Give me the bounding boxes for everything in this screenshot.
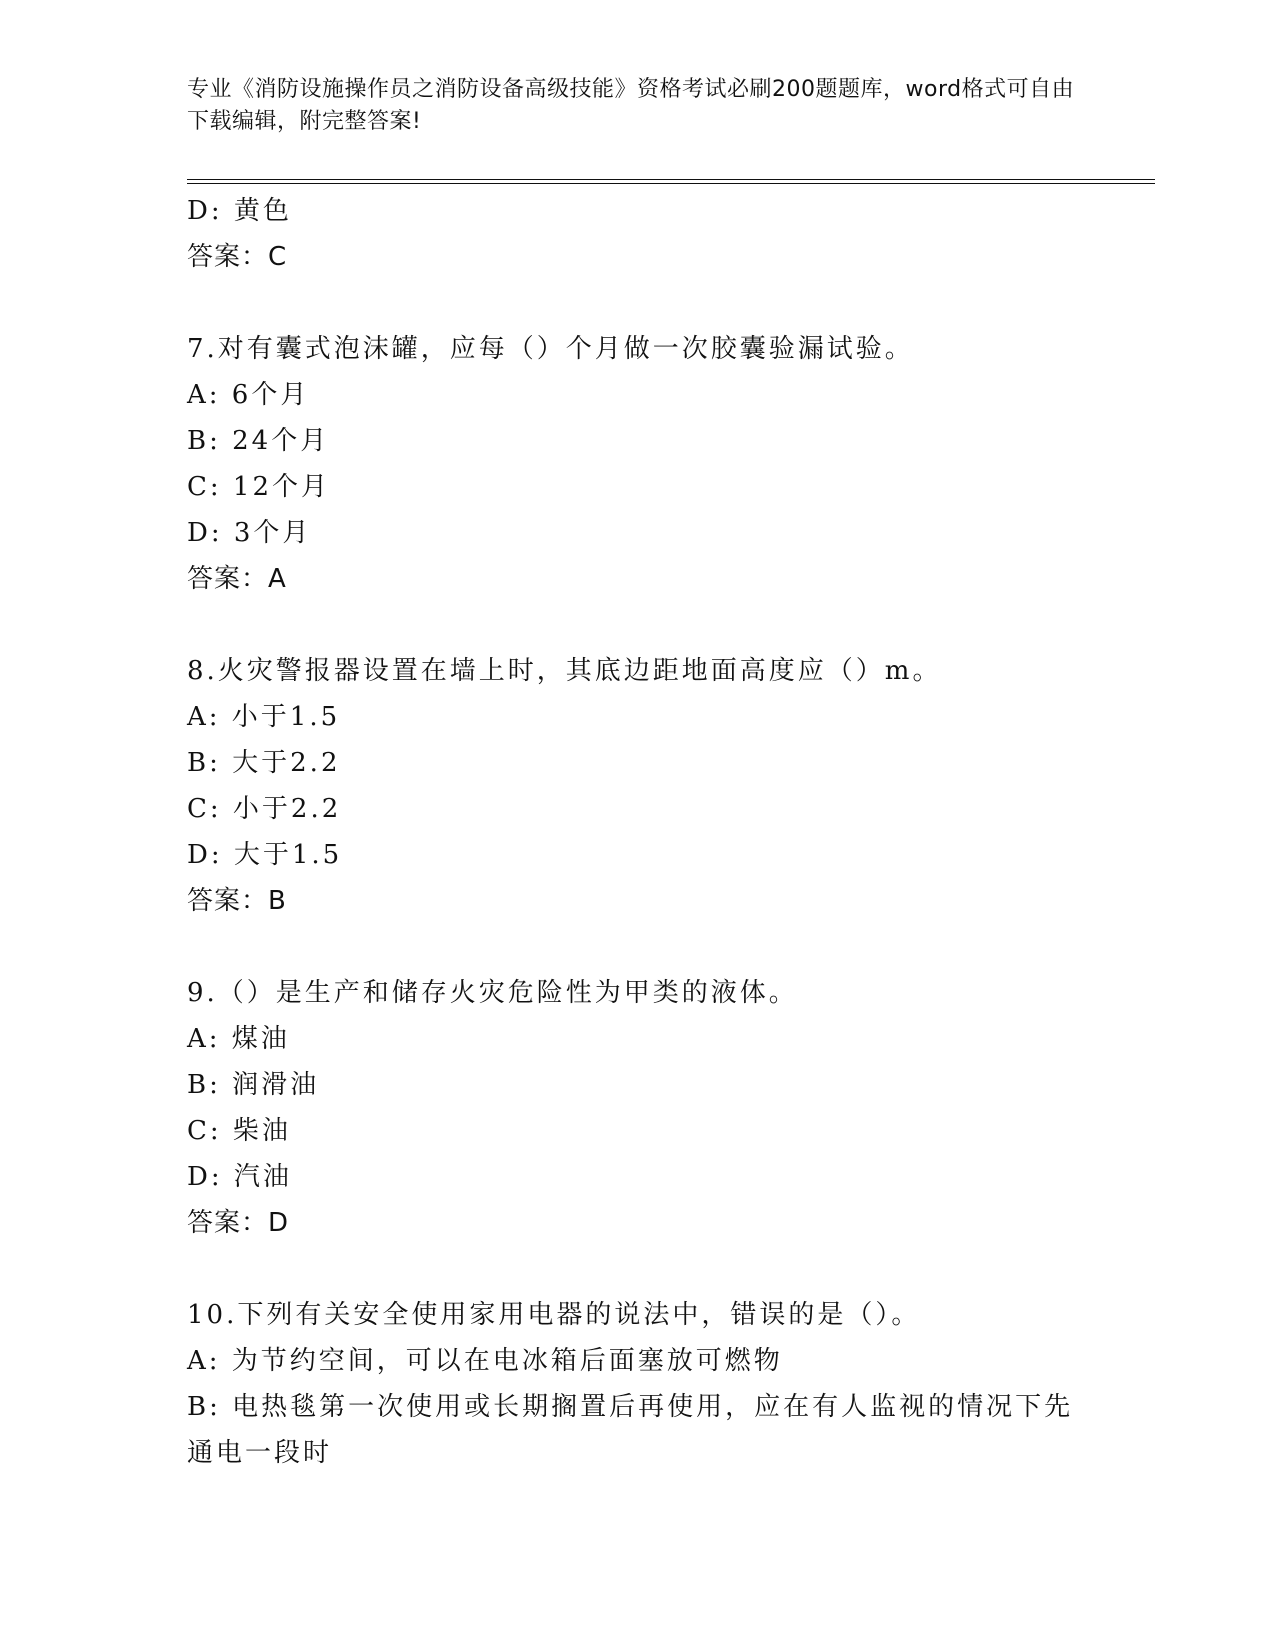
question-stem: 10.下列有关安全使用家用电器的说法中，错误的是（）。 <box>187 1300 921 1330</box>
option-d: D: 大于1.5 <box>187 840 343 870</box>
spacer <box>187 924 1087 970</box>
answer: 答案：C <box>187 242 288 272</box>
option-c: C: 12个月 <box>187 472 331 502</box>
question-stem: 7.对有囊式泡沫罐，应每（）个月做一次胶囊验漏试验。 <box>187 334 914 364</box>
option-d: D: 3个月 <box>187 518 312 548</box>
option-d: D: 黄色 <box>187 196 292 226</box>
question-stem: 8.火灾警报器设置在墙上时，其底边距地面高度应（）m。 <box>187 656 942 686</box>
option-c: C: 小于2.2 <box>187 794 342 824</box>
header-divider-top <box>187 179 1155 180</box>
option-b: B: 大于2.2 <box>187 748 341 778</box>
option-d: D: 汽油 <box>187 1162 292 1192</box>
option-a: A: 6个月 <box>187 380 310 410</box>
option-a: A: 为节约空间，可以在电冰箱后面塞放可燃物 <box>187 1346 783 1376</box>
header-divider-bottom <box>187 183 1155 184</box>
option-a: A: 小于1.5 <box>187 702 341 732</box>
answer: 答案：A <box>187 564 287 594</box>
document-body <box>187 188 1087 1476</box>
document-header: 专业《消防设施操作员之消防设备高级技能》资格考试必刷200题题库，word格式可自由下载编辑，附完整答案! <box>187 77 1075 134</box>
option-b: B: 润滑油 <box>187 1070 320 1100</box>
answer: 答案：B <box>187 886 287 916</box>
option-a: A: 煤油 <box>187 1024 290 1054</box>
option-b: B: 24个月 <box>187 426 330 456</box>
spacer <box>187 1246 1087 1292</box>
option-c: C: 柴油 <box>187 1116 291 1146</box>
answer: 答案：D <box>187 1208 290 1238</box>
question-stem: 9.（）是生产和储存火灾危险性为甲类的液体。 <box>187 978 798 1008</box>
option-b: B: 电热毯第一次使用或长期搁置后再使用，应在有人监视的情况下先通电一段时 <box>187 1392 1074 1468</box>
spacer <box>187 280 1087 326</box>
spacer <box>187 602 1087 648</box>
